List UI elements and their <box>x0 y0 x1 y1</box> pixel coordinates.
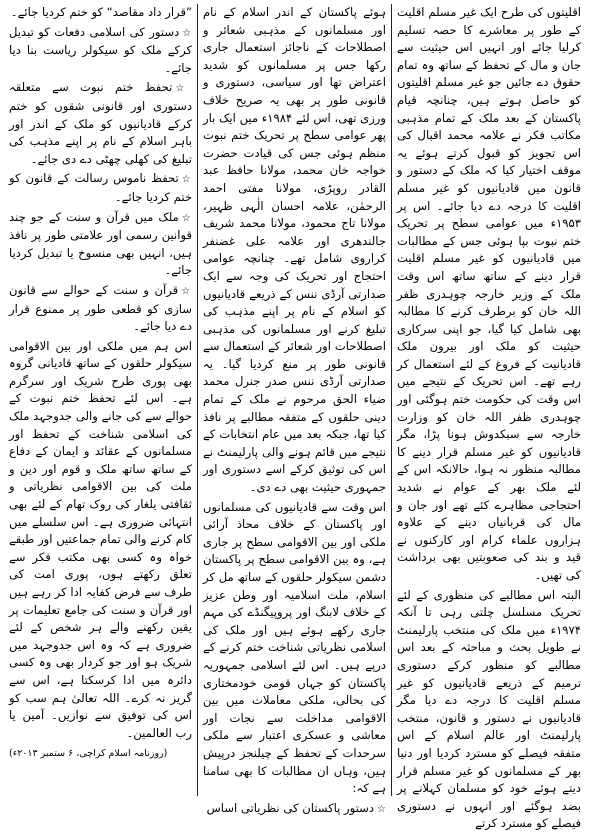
demand-point <box>9 282 192 336</box>
column-right <box>392 4 586 831</box>
demand-text: ملک میں قرآن و سنت کے جو چند قوانین رسمی اور علامتی طور پر نافذ ہیں، انہیں بھی منسوخ یا تبدیل کردیا جائے۔ <box>9 209 192 278</box>
paragraph: ہوئے پاکستان کے اندر اسلام کے نام اور مسلمانوں کے مذہبی شعائر و اصطلاحات کے ناجائز استعمال جاری رکھا جس پر مسلمانوں کو شدید اعتراض تھا اور سیاسی، دستوری و قانونی طور پر بھی یہ صریح خلاف ورزی تھی، اس لئے ۱۹۸۴ء میں ایک بار پھر عوامی سطح پر تحریک ختم نبوت منظم ہوئی جس کی قیادت حضرت خواجہ خان محمد، مولانا حافظ عبد القادر روپڑی، مولانا مفتی احمد الرحمٰن، علامہ احسان الٰہی ظہیر، مولانا تاج محمود، مولانا محمد شریف جالندھری اور علامہ علی غضنفر کراروی شامل تھے۔ چنانچہ عوامی احتجاج اور تحریک کی وجہ سے ایک صدارتی آرڈی ننس کے ذریعے قادیانیوں کو اسلام کے نام پر اپنے مذہب کی تبلیغ کرنے اور مسلمانوں کی مذہبی اصطلاحات اور شعائر کے استعمال سے قانونی طور پر منع کردیا گیا۔ یہ صدارتی آرڈی ننس صدر جنرل محمد ضیاء الحق مرحوم نے ملک کے تمام دینی حلقوں کے متفقہ مطالبے پر نافذ کیا تھا، جبکہ بعد میں عام انتخابات کے نتیجے میں قائم ہونے والی پارلیمنٹ نے اس کی توثیق کرکے اسے دستوری اور جمہوری حیثیت بھی دے دی۔ <box>203 5 386 495</box>
demand-point <box>9 24 192 78</box>
closing-paragraph: اس ہم میں ملکی اور بین الاقوامی سیکولر حلقوں کے ساتھ قادیانی گروہ بھی پوری طرح شریک اور سرگرم ہے۔ اس لئے تحفظ ختم نبوت کے حوالے سے کی جانے والی جدوجہد ملک کی اسلامی شناخت کے تحفظ اور مسلمانوں کے عقائد و ایمان کے دفاع کے ساتھ ساتھ ملک و قوم اور دین و ملت کی بین الاقوامی نظریاتی و ثقافتی یلغار کی روک تھام کے لئے بھی انتہائی ضروری ہے۔ اس سلسلے میں کام کرنے والی تمام جماعتیں اور طبقے خواہ وہ کسی بھی مکتب فکر سے تعلق رکھتے ہوں، پوری امت کی طرف سے فرض کفایہ ادا کر رہے ہیں اور قرآن و سنت کی جامع تعلیمات پر یقین رکھنے والے ہر شخص کے لئے ضروری ہے کہ وہ اس جدوجہد میں شریک ہو اور جو کردار بھی وہ کسی دائرہ میں ادا کرسکتا ہے، اس سے گریز نہ کرے۔ اللہ تعالیٰ ہم سب کو اس کی توفیق سے نوازیں۔ آمین یا رب العالمین۔ <box>9 338 192 740</box>
column-middle <box>198 4 392 815</box>
demand-point <box>9 170 192 206</box>
star-bullet-icon: ☆ <box>377 803 386 815</box>
star-bullet-icon: ☆ <box>182 27 193 39</box>
demand-text: دستور پاکستان کی نظریاتی اساس <box>206 800 375 815</box>
paragraph: اقلیتوں کی طرح ایک غیر مسلم اقلیت کے طور پر معاشرے کا حصہ تسلیم کرلیا جائے اور انہیں اس حیثیت سے جان و مال کے تحفظ کے ساتھ وہ تمام حقوق دے جائیں جو غیر مسلم اقلیتوں کو حاصل ہوتے ہیں، چنانچہ قیام پاکستان کے بعد ملک کے تمام مذہبی مکاتب فکر نے علامہ محمد اقبال کی اس تجویز کو قبول کرتے ہوئے یہ موقف اختیار کیا کہ ملک کے دستور و قانون میں قادیانیوں کو غیر مسلم اقلیت کا درجہ دے دیا جائے۔ اس پر ۱۹۵۳ء میں عوامی سطح پر تحریک ختم نبوت بپا ہوئی جس کے مطالبات میں قادیانیوں کو غیر مسلم اقلیت قرار دینے کے ساتھ ساتھ اس وقت ملک کے وزیر خارجہ چوہدری ظفر اللہ خان کو برطرف کرنے کا مطالبہ بھی شامل کیا گیا، جو اپنی سرکاری حیثیت کو ملک اور بیرون ملک قادیانیت کے فروغ کے لئے استعمال کر رہے تھے۔ اس تحریک کے نتیجے میں اس وقت کی حکومت ختم ہوگئی اور چوہدری ظفر اللہ خان کو وزارت خارجہ سے سبکدوش ہونا پڑا، مگر قادیانیوں کو غیر مسلم قرار دینے کا مطالبہ منظور نہ ہوا، حالانکہ اس کے لئے ملک بھر کے عوام نے شدید احتجاجی مظاہرے کئے تھے اور جان و مال کی قربانیاں دینے کے علاوہ ہزاروں علماء کرام اور کارکنوں نے قید و بند کی صعوبتیں بھی برداشت کی تھیں۔ <box>397 5 581 582</box>
star-bullet-icon: ☆ <box>181 212 192 224</box>
paragraph: ”قرار داد مقاصد“ کو ختم کردیا جائے۔ <box>10 5 192 19</box>
column-left <box>4 4 198 796</box>
star-bullet-icon: ☆ <box>181 285 193 297</box>
paragraph: اس وقت سے قادیانیوں کی مسلمانوں اور پاکستان کے خلاف محاذ آرائی ملکی اور بین الاقوامی سطح پر جاری ہے، وہ بین الاقوامی سطح پر پاکستان دشمن سیکولر حلقوں کے ساتھ مل کر اسلام، ملت اسلامیہ اور وطن عزیز کے خلاف لابنگ اور پروپیگنڈے کی مہم جاری رکھے ہوئے ہیں اور ملک کی اسلامی نظریاتی شناخت ختم کرنے کے درپے ہیں۔ اس لئے اسلامی جمہوریہ پاکستان کو جہاں قومی خودمختاری کی بحالی، ملکی معاملات میں بین الاقوامی مداخلت سے نجات اور معاشی و عسکری اعتبار سے ملکی سرحدات کے تحفظ کے چیلنجز درپیش ہیں، وہاں ان مطالبات کا بھی سامنا ہے کہ: <box>203 499 386 796</box>
demand-point <box>9 79 192 168</box>
demand-point <box>203 800 386 819</box>
paragraph: البتہ اس مطالبے کی منظوری کے لئے تحریک مسلسل چلتی رہی تا آنکہ ۱۹۷۴ء میں ملک کی منتخب پارلیمنٹ نے طویل بحث و مباحثہ کے بعد اس مطالبے کو منظور کرکے دستوری ترمیم کے ذریعے قادیانیوں کو غیر مسلم اقلیت کا درجہ دے دیا مگر قادیانیوں نے دستور و قانون، منتخب پارلیمنٹ اور عالم اسلام کے اس متفقہ فیصلے کو مسترد کردیا اور دنیا بھر کے مسلمانوں کو غیر مسلم قرار دیتے ہوئے خود کو مسلمان کہلانے پر بضد ہوگئے اور انہوں نے دستوری فیصلے کو مسترد کرتے <box>397 587 581 831</box>
star-bullet-icon: ☆ <box>175 83 193 95</box>
source-citation: (روزنامہ اسلام کراچی، ۶ ستمبر ۲۰۱۳ء) <box>9 748 168 760</box>
demand-text: قرآن و سنت کے حوالے سے قانون سازی کو قطعی طور پر ممنوع قرار دے دیا جائے۔ <box>9 282 192 334</box>
demand-text: دستور کی اسلامی دفعات کو تبدیل کرکے ملک کو سیکولر ریاست بنا دیا جائے۔ <box>9 24 192 75</box>
demand-text: تحفظ ناموس رسالت کے قانون کو ختم کردیا جائے۔ <box>9 171 192 204</box>
demand-point <box>9 209 192 280</box>
demand-text: تحفظ ختم نبوت سے متعلقہ دستوری اور قانونی شقوں کو ختم کرکے قادیانیوں کو ملک کے اندر اور باہر اسلام کے نام پر اپنے مذہب کی تبلیغ کی کھلی چھٹی دے دی جائے۔ <box>9 80 192 166</box>
star-bullet-icon: ☆ <box>181 174 192 186</box>
